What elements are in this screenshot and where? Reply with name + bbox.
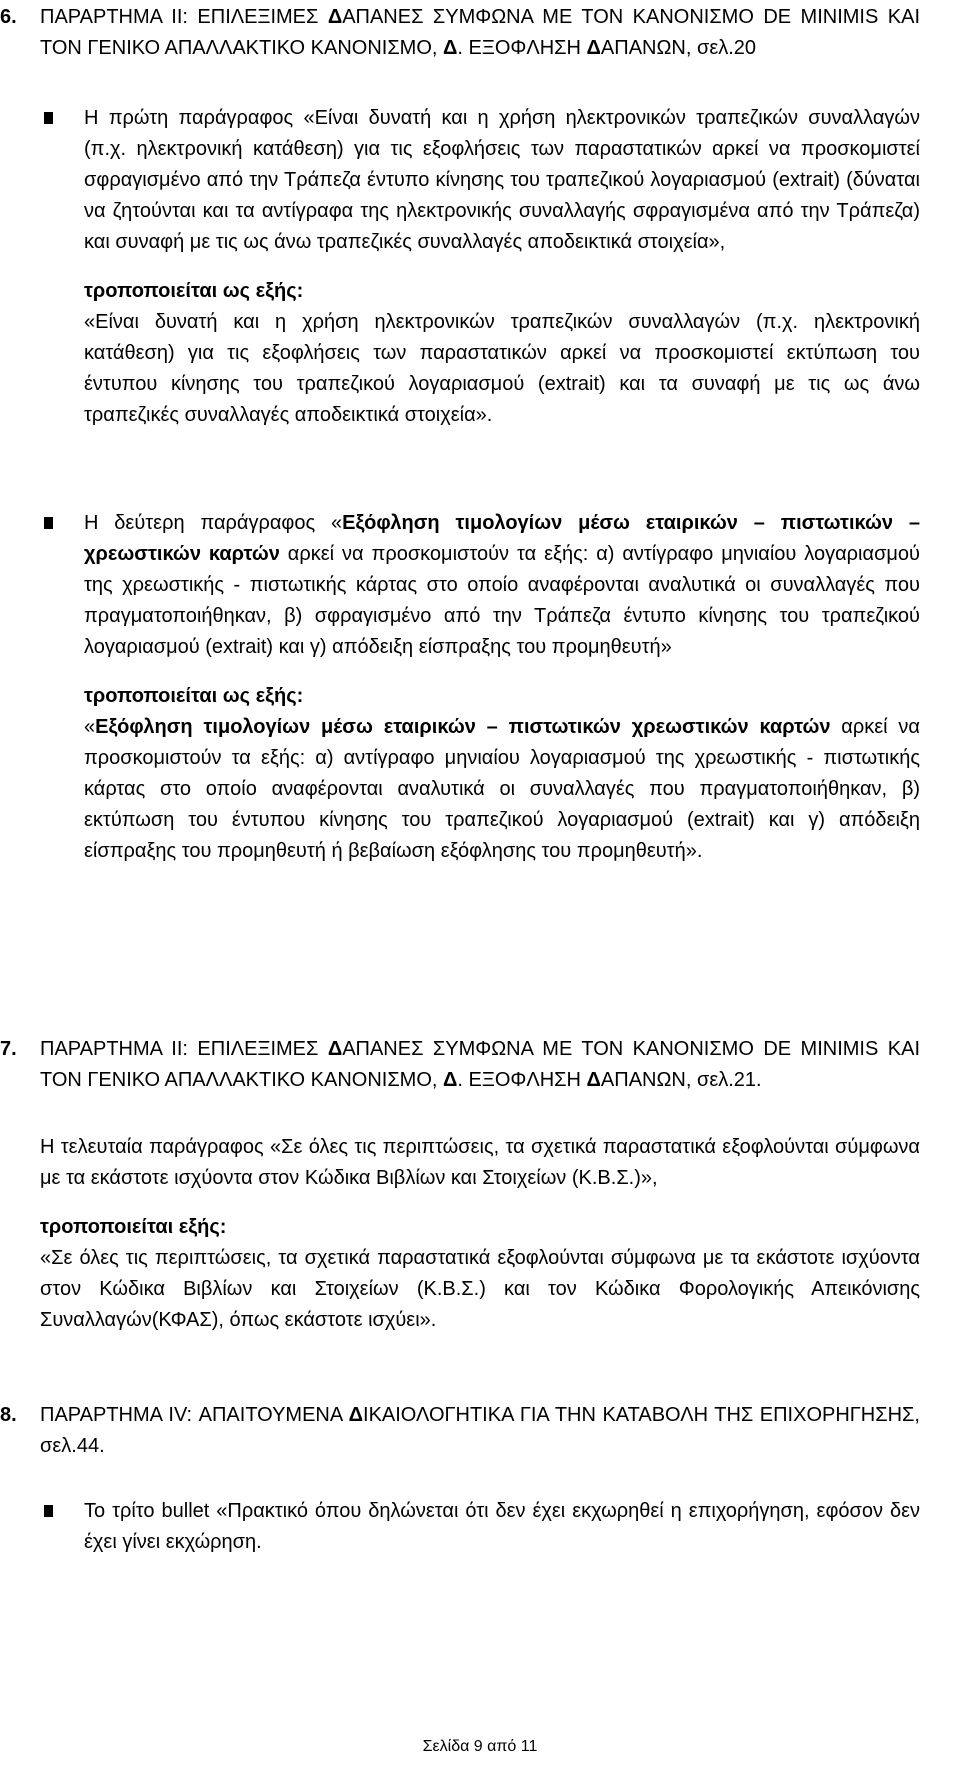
section-heading: 6. ΠΑΡΑΡΤΗΜΑ ΙΙ: ΕΠΙΛΕΞΙΜΕΣ ΔΑΠΑΝΕΣ ΣΥΜΦΩΝΑ ΜΕ ΤΟΝ ΚΑΝΟΝΙΣΜΟ DE MINIMIS ΚΑΙ ΤΟΝ ΓΕΝΙΚΟ ΑΠΑΛΛΑΚΤΙΚΟ ΚΑΝΟΝΙΣΜΟ, Δ. ΕΞΟΦΛΗΣΗ ΔΑΠΑΝΩΝ, σελ.20 [0, 2, 920, 64]
bullet-item [44, 508, 920, 867]
modifier-label: τροποποιείται ως εξής: [84, 685, 304, 707]
modifier-label: τροποποιείται εξής: [40, 1216, 227, 1238]
modified-paragraph: «Είναι δυνατή και η χρήση ηλεκτρονικών τραπεζικών συναλλαγών (π.χ. ηλεκτρονική κατάθεση) για τις εξοφλήσεις των παραστατικών αρκεί να προσκομιστεί εκτύπωση του έντυπου κίνησης του τραπεζικού λογαριασμού (extrait) και τα συναφή με τις ως άνω τραπεζικές συναλλαγές αποδεικτικά στοιχεία». [84, 311, 920, 426]
bullet-item [44, 1496, 920, 1558]
bullet-paragraph: Η πρώτη παράγραφος «Είναι δυνατή και η χρήση ηλεκτρονικών τραπεζικών συναλλαγών (π.χ. ηλεκτρονική κατάθεση) για τις εξοφλήσεις των παραστατικών αρκεί να προσκομιστεί σφραγισμένο από την Τράπεζα έντυπο κίνησης του τραπεζικού λογαριασμού (extrait) (δύναται να ζητούνται και τα αντίγραφα της ηλεκτρονικής συναλλαγής σφραγισμένα από την Τράπεζα) και συναφή με τις ως άνω τραπεζικές συναλλαγές αποδεικτικά στοιχεία», [84, 107, 920, 253]
bullet-item [44, 103, 920, 431]
bullet-paragraph: Η δεύτερη παράγραφος «Εξόφληση τιμολογίων μέσω εταιρικών – πιστωτικών – χρεωστικών καρτών αρκεί να προσκομιστούν τα εξής: α) αντίγραφο μηνιαίου λογαριασμού της χρεωστικής - πιστωτικής κάρτας στο οποίο αναφέρονται αναλυτικά οι συναλλαγές που πραγματοποιήθηκαν, β) σφραγισμένο από την Τράπεζα έντυπο κίνησης του τραπεζικού λογαριασμού (extrait) και γ) απόδειξη είσπραξης του προμηθευτή» [84, 512, 920, 658]
modified-paragraph: «Εξόφληση τιμολογίων μέσω εταιρικών – πιστωτικών χρεωστικών καρτών αρκεί να προσκομιστούν τα εξής: α) αντίγραφο μηνιαίου λογαριασμού της χρεωστικής - πιστωτικής κάρτας στο οποίο αναφέρονται αναλυτικά οι συναλλαγές που πραγματοποιήθηκαν, β) εκτύπωση του έντυπου κίνησης του τραπεζικού λογαριασμού (extrait) και γ) απόδειξη είσπραξης του προμηθευτή ή βεβαίωση εξόφλησης του προμηθευτή». [84, 716, 920, 862]
bullet-square-icon [44, 1505, 53, 1517]
section-number: 8. [0, 1404, 17, 1426]
section-heading: 8. ΠΑΡΑΡΤΗΜΑ IV: ΑΠΑΙΤΟΥΜΕΝΑ ΔΙΚΑΙΟΛΟΓΗΤΙΚΑ ΓΙΑ ΤΗΝ ΚΑΤΑΒΟΛΗ ΤΗΣ ΕΠΙΧΟΡΗΓΗΣΗΣ, σελ.44. [0, 1400, 920, 1462]
bullet-paragraph: Το τρίτο bullet «Πρακτικό όπου δηλώνεται ότι δεν έχει εκχωρηθεί η επιχορήγηση, εφόσον δεν έχει γίνει εκχώρηση. [84, 1500, 920, 1553]
section-paragraph: Η τελευταία παράγραφος «Σε όλες τις περιπτώσεις, τα σχετικά παραστατικά εξοφλούνται σύμφωνα με τα εκάστοτε ισχύοντα στον Κώδικα Βιβλίων και Στοιχείων (Κ.Β.Σ.)», [40, 1136, 920, 1189]
section-number: 6. [0, 6, 17, 28]
section-8 [0, 1400, 920, 1462]
modifier-label: τροποποιείται ως εξής: [84, 280, 304, 302]
section-heading: 7. ΠΑΡΑΡΤΗΜΑ ΙΙ: ΕΠΙΛΕΞΙΜΕΣ ΔΑΠΑΝΕΣ ΣΥΜΦΩΝΑ ΜΕ ΤΟΝ ΚΑΝΟΝΙΣΜΟ DE MINIMIS ΚΑΙ ΤΟΝ ΓΕΝΙΚΟ ΑΠΑΛΛΑΚΤΙΚΟ ΚΑΝΟΝΙΣΜΟ, Δ. ΕΞΟΦΛΗΣΗ ΔΑΠΑΝΩΝ, σελ.21. [0, 1034, 920, 1096]
section-7 [0, 1034, 920, 1096]
section-number: 7. [0, 1038, 17, 1060]
page-footer: Σελίδα 9 από 11 [422, 1738, 538, 1755]
bullet-square-icon [44, 517, 53, 529]
bullet-square-icon [44, 112, 53, 124]
modified-paragraph: «Σε όλες τις περιπτώσεις, τα σχετικά παραστατικά εξοφλούνται σύμφωνα με τα εκάστοτε ισχύοντα στον Κώδικα Βιβλίων και Στοιχείων (Κ.Β.Σ.) και τον Κώδικα Φορολογικής Απεικόνισης Συναλλαγών(ΚΦΑΣ), όπως εκάστοτε ισχύει». [40, 1247, 920, 1331]
section-6 [0, 2, 920, 64]
section-7-body [40, 1132, 920, 1336]
